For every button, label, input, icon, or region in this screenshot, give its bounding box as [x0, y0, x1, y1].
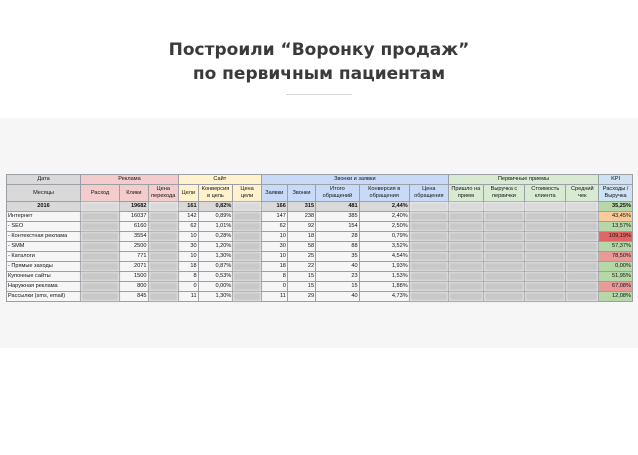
table-row [7, 242, 633, 252]
table-row [7, 252, 633, 262]
came-cell [448, 222, 483, 232]
expense-cell [81, 222, 120, 232]
goal-price-cell [233, 262, 261, 272]
col-conv-req: Конверсия в обращения [359, 185, 409, 202]
clicks-cell: 19682 [120, 202, 148, 212]
kpi-cell: 0,00% [599, 262, 633, 272]
col-month: Месяцы [7, 185, 81, 202]
came-cell [448, 262, 483, 272]
client-cost-cell [525, 282, 566, 292]
col-came: Пришло на прием [448, 185, 483, 202]
conv-goal-cell: 1,01% [198, 222, 233, 232]
calls-cell: 15 [287, 272, 315, 282]
avg-check-cell [566, 272, 599, 282]
conv-req-cell: 2,50% [359, 222, 409, 232]
client-cost-cell [525, 272, 566, 282]
clicks-cell: 3554 [120, 232, 148, 242]
clicks-cell: 800 [120, 282, 148, 292]
clicks-cell: 771 [120, 252, 148, 262]
cpc-cell [148, 252, 178, 262]
calls-cell: 92 [287, 222, 315, 232]
title-divider [286, 94, 352, 95]
came-cell [448, 242, 483, 252]
goal-price-cell [233, 232, 261, 242]
table-row [7, 232, 633, 242]
kpi-cell: 51,95% [599, 272, 633, 282]
goals-cell: 142 [178, 212, 198, 222]
goals-cell: 0 [178, 282, 198, 292]
came-cell [448, 232, 483, 242]
kpi-cell: 78,50% [599, 252, 633, 262]
month-cell: - SEO [7, 222, 81, 232]
kpi-cell: 43,45% [599, 212, 633, 222]
col-calls: Звонки [287, 185, 315, 202]
goals-cell: 10 [178, 232, 198, 242]
avg-check-cell [566, 212, 599, 222]
table-row [7, 292, 633, 302]
expense-cell [81, 252, 120, 262]
avg-check-cell [566, 222, 599, 232]
conv-req-cell: 3,52% [359, 242, 409, 252]
came-cell [448, 282, 483, 292]
came-cell [448, 252, 483, 262]
cpc-cell [148, 262, 178, 272]
kpi-cell: 35,25% [599, 202, 633, 212]
expense-cell [81, 292, 120, 302]
month-cell: - Контекстная реклама [7, 232, 81, 242]
revenue-cell [483, 202, 524, 212]
client-cost-cell [525, 222, 566, 232]
client-cost-cell [525, 252, 566, 262]
conv-req-cell: 2,44% [359, 202, 409, 212]
group-ads: Реклама [81, 175, 179, 185]
revenue-cell [483, 292, 524, 302]
goal-price-cell [233, 292, 261, 302]
cpc-cell [148, 282, 178, 292]
revenue-cell [483, 232, 524, 242]
req-price-cell [409, 252, 448, 262]
conv-goal-cell: 0,82% [198, 202, 233, 212]
conv-goal-cell: 1,20% [198, 242, 233, 252]
col-avg-check: Средний чек [566, 185, 599, 202]
calls-cell: 315 [287, 202, 315, 212]
col-conv-goal: Конверсия в цель [198, 185, 233, 202]
conv-req-cell: 1,88% [359, 282, 409, 292]
conv-req-cell: 1,93% [359, 262, 409, 272]
clicks-cell: 16037 [120, 212, 148, 222]
table-row [7, 222, 633, 232]
cpc-cell [148, 272, 178, 282]
month-cell: Купонные сайты [7, 272, 81, 282]
avg-check-cell [566, 282, 599, 292]
group-date: Дата [7, 175, 81, 185]
avg-check-cell [566, 242, 599, 252]
conv-req-cell: 4,73% [359, 292, 409, 302]
clicks-cell: 2071 [120, 262, 148, 272]
req-price-cell [409, 242, 448, 252]
requests-cell: 62 [261, 222, 287, 232]
goals-cell: 11 [178, 292, 198, 302]
clicks-cell: 2500 [120, 242, 148, 252]
came-cell [448, 292, 483, 302]
col-cpc: Цена перехода [148, 185, 178, 202]
conv-req-cell: 4,54% [359, 252, 409, 262]
conv-goal-cell: 0,53% [198, 272, 233, 282]
kpi-cell: 12,08% [599, 292, 633, 302]
req-price-cell [409, 282, 448, 292]
goals-cell: 161 [178, 202, 198, 212]
goals-cell: 10 [178, 252, 198, 262]
col-goals: Цели [178, 185, 198, 202]
came-cell [448, 202, 483, 212]
requests-cell: 10 [261, 252, 287, 262]
req-price-cell [409, 222, 448, 232]
total-cell: 28 [316, 232, 360, 242]
table-row [7, 262, 633, 272]
slide-title-line-1: Построили “Воронку продаж” [168, 40, 470, 60]
kpi-cell: 13,57% [599, 222, 633, 232]
expense-cell [81, 262, 120, 272]
client-cost-cell [525, 292, 566, 302]
total-cell: 35 [316, 252, 360, 262]
cpc-cell [148, 232, 178, 242]
conv-goal-cell: 0,00% [198, 282, 233, 292]
revenue-cell [483, 262, 524, 272]
clicks-cell: 6160 [120, 222, 148, 232]
goal-price-cell [233, 272, 261, 282]
expense-cell [81, 202, 120, 212]
month-cell: - Прямые заходы [7, 262, 81, 272]
conv-req-cell: 1,53% [359, 272, 409, 282]
kpi-cell: 57,37% [599, 242, 633, 252]
total-cell: 23 [316, 272, 360, 282]
col-req-price: Цена обращения [409, 185, 448, 202]
req-price-cell [409, 202, 448, 212]
conv-req-cell: 2,40% [359, 212, 409, 222]
total-cell: 481 [316, 202, 360, 212]
requests-cell: 18 [261, 262, 287, 272]
client-cost-cell [525, 212, 566, 222]
requests-cell: 0 [261, 282, 287, 292]
goals-cell: 62 [178, 222, 198, 232]
client-cost-cell [525, 232, 566, 242]
sales-funnel-table [6, 174, 633, 302]
cpc-cell [148, 242, 178, 252]
revenue-cell [483, 222, 524, 232]
requests-cell: 11 [261, 292, 287, 302]
table-row [7, 202, 633, 212]
client-cost-cell [525, 262, 566, 272]
revenue-cell [483, 272, 524, 282]
col-requests: Заявки [261, 185, 287, 202]
slide-title [0, 38, 638, 86]
goals-cell: 18 [178, 262, 198, 272]
requests-cell: 147 [261, 212, 287, 222]
goal-price-cell [233, 282, 261, 292]
total-cell: 154 [316, 222, 360, 232]
calls-cell: 15 [287, 282, 315, 292]
avg-check-cell [566, 262, 599, 272]
conv-goal-cell: 1,30% [198, 252, 233, 262]
goal-price-cell [233, 252, 261, 262]
month-cell: - SMM [7, 242, 81, 252]
conv-goal-cell: 0,28% [198, 232, 233, 242]
kpi-cell: 109,19% [599, 232, 633, 242]
avg-check-cell [566, 232, 599, 242]
group-header-row [7, 175, 633, 185]
revenue-cell [483, 252, 524, 262]
cpc-cell [148, 292, 178, 302]
total-cell: 15 [316, 282, 360, 292]
calls-cell: 238 [287, 212, 315, 222]
req-price-cell [409, 272, 448, 282]
conv-goal-cell: 1,30% [198, 292, 233, 302]
table-row [7, 282, 633, 292]
clicks-cell: 1500 [120, 272, 148, 282]
calls-cell: 29 [287, 292, 315, 302]
calls-cell: 58 [287, 242, 315, 252]
conv-goal-cell: 0,87% [198, 262, 233, 272]
slide-title-line-2: по первичным пациентам [192, 64, 446, 84]
col-kpi-ratio: Расходы / Выручка [599, 185, 633, 202]
goal-price-cell [233, 222, 261, 232]
total-cell: 385 [316, 212, 360, 222]
expense-cell [81, 242, 120, 252]
goal-price-cell [233, 212, 261, 222]
revenue-cell [483, 242, 524, 252]
came-cell [448, 272, 483, 282]
col-total: Итого обращений [316, 185, 360, 202]
avg-check-cell [566, 202, 599, 212]
month-cell: 2016 [7, 202, 81, 212]
total-cell: 40 [316, 262, 360, 272]
req-price-cell [409, 292, 448, 302]
revenue-cell [483, 212, 524, 222]
table-row [7, 272, 633, 282]
goal-price-cell [233, 242, 261, 252]
col-clicks: Клики [120, 185, 148, 202]
cpc-cell [148, 222, 178, 232]
expense-cell [81, 212, 120, 222]
goal-price-cell [233, 202, 261, 212]
requests-cell: 10 [261, 232, 287, 242]
clicks-cell: 845 [120, 292, 148, 302]
client-cost-cell [525, 202, 566, 212]
group-primary: Первичные приемы [448, 175, 598, 185]
avg-check-cell [566, 252, 599, 262]
avg-check-cell [566, 292, 599, 302]
came-cell [448, 212, 483, 222]
req-price-cell [409, 212, 448, 222]
req-price-cell [409, 232, 448, 242]
conv-req-cell: 0,79% [359, 232, 409, 242]
month-cell: Интернет [7, 212, 81, 222]
goals-cell: 8 [178, 272, 198, 282]
requests-cell: 166 [261, 202, 287, 212]
month-cell: - Каталоги [7, 252, 81, 262]
calls-cell: 18 [287, 232, 315, 242]
calls-cell: 22 [287, 262, 315, 272]
column-header-row [7, 185, 633, 202]
client-cost-cell [525, 242, 566, 252]
group-site: Сайт [178, 175, 261, 185]
conv-goal-cell: 0,89% [198, 212, 233, 222]
requests-cell: 30 [261, 242, 287, 252]
col-expense: Расход [81, 185, 120, 202]
revenue-cell [483, 282, 524, 292]
calls-cell: 25 [287, 252, 315, 262]
col-revenue: Выручка с первички [483, 185, 524, 202]
total-cell: 40 [316, 292, 360, 302]
expense-cell [81, 232, 120, 242]
month-cell: Наружная реклама [7, 282, 81, 292]
expense-cell [81, 282, 120, 292]
col-goal-price: Цена цели [233, 185, 261, 202]
req-price-cell [409, 262, 448, 272]
col-client-cost: Стоимость клиента [525, 185, 566, 202]
month-cell: Рассылки (sms, email) [7, 292, 81, 302]
cpc-cell [148, 202, 178, 212]
total-cell: 88 [316, 242, 360, 252]
table-row [7, 212, 633, 222]
expense-cell [81, 272, 120, 282]
goals-cell: 30 [178, 242, 198, 252]
group-kpi: KPI [599, 175, 633, 185]
group-calls: Звонки и заявки [261, 175, 448, 185]
requests-cell: 8 [261, 272, 287, 282]
kpi-cell: 67,08% [599, 282, 633, 292]
cpc-cell [148, 212, 178, 222]
